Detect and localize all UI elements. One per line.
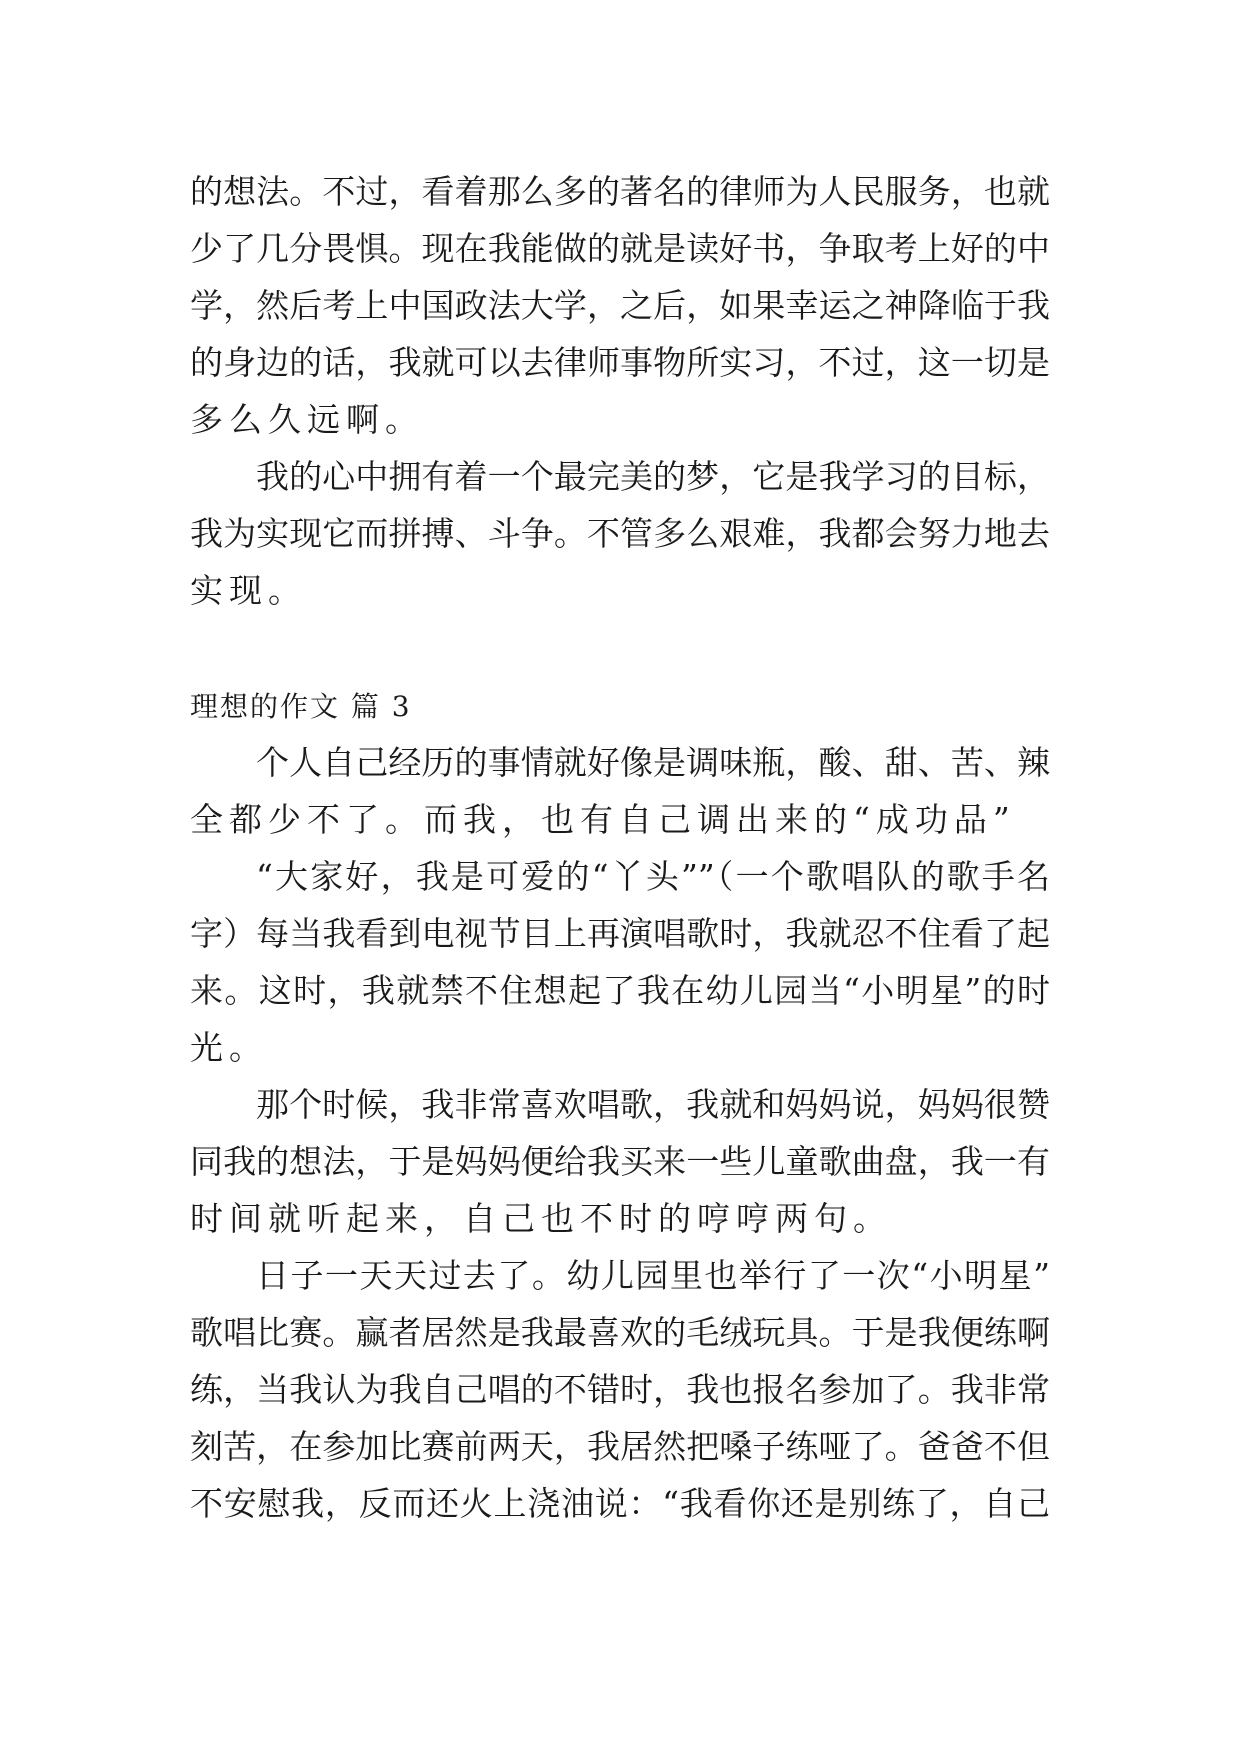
- text-line: 全都少不了。而我，也有自己调出来的“成功品”: [190, 800, 1016, 839]
- text-line: 来。这时，我就禁不住想起了我在幼儿园当“小明星”的时: [190, 971, 1050, 1010]
- section-heading: 理想的作文 篇 3: [190, 690, 412, 723]
- text-line: 我的心中拥有着一个最完美的梦，它是我学习的目标，: [256, 457, 1050, 496]
- text-line: 练，当我认为我自己唱的不错时，我也报名参加了。我非常: [190, 1370, 1050, 1409]
- text-line: 的身边的话，我就可以去律师事物所实习，不过，这一切是: [190, 343, 1050, 382]
- text-line: 歌唱比赛。赢者居然是我最喜欢的毛绒玩具。于是我便练啊: [190, 1313, 1050, 1352]
- text-line: 光。: [190, 1028, 268, 1067]
- text-line: 同我的想法，于是妈妈便给我买来一些儿童歌曲盘，我一有: [190, 1142, 1050, 1181]
- text-line: 时间就听起来，自己也不时的哼哼两句。: [190, 1199, 892, 1238]
- text-line: “大家好，我是可爱的“丫头””（一个歌唱队的歌手名: [256, 857, 1050, 896]
- text-line: 那个时候，我非常喜欢唱歌，我就和妈妈说，妈妈很赞: [256, 1085, 1050, 1124]
- text-line: 多么久远啊。: [190, 400, 424, 439]
- text-line: 的想法。不过，看着那么多的著名的律师为人民服务，也就: [190, 172, 1050, 211]
- text-line: 个人自己经历的事情就好像是调味瓶，酸、甜、苦、辣: [256, 743, 1050, 782]
- text-line: 不安慰我，反而还火上浇油说：“我看你还是别练了，自己: [190, 1484, 1050, 1523]
- text-line: 字）每当我看到电视节目上再演唱歌时，我就忍不住看了起: [190, 914, 1050, 953]
- text-line: 实现。: [190, 571, 307, 610]
- text-line: 日子一天天过去了。幼儿园里也举行了一次“小明星”: [256, 1256, 1050, 1295]
- text-line: 少了几分畏惧。现在我能做的就是读好书，争取考上好的中: [190, 229, 1050, 268]
- text-line: 学，然后考上中国政法大学，之后，如果幸运之神降临于我: [190, 286, 1050, 325]
- text-line: 我为实现它而拼搏、斗争。不管多么艰难，我都会努力地去: [190, 514, 1050, 553]
- text-line: 刻苦，在参加比赛前两天，我居然把嗓子练哑了。爸爸不但: [190, 1427, 1050, 1466]
